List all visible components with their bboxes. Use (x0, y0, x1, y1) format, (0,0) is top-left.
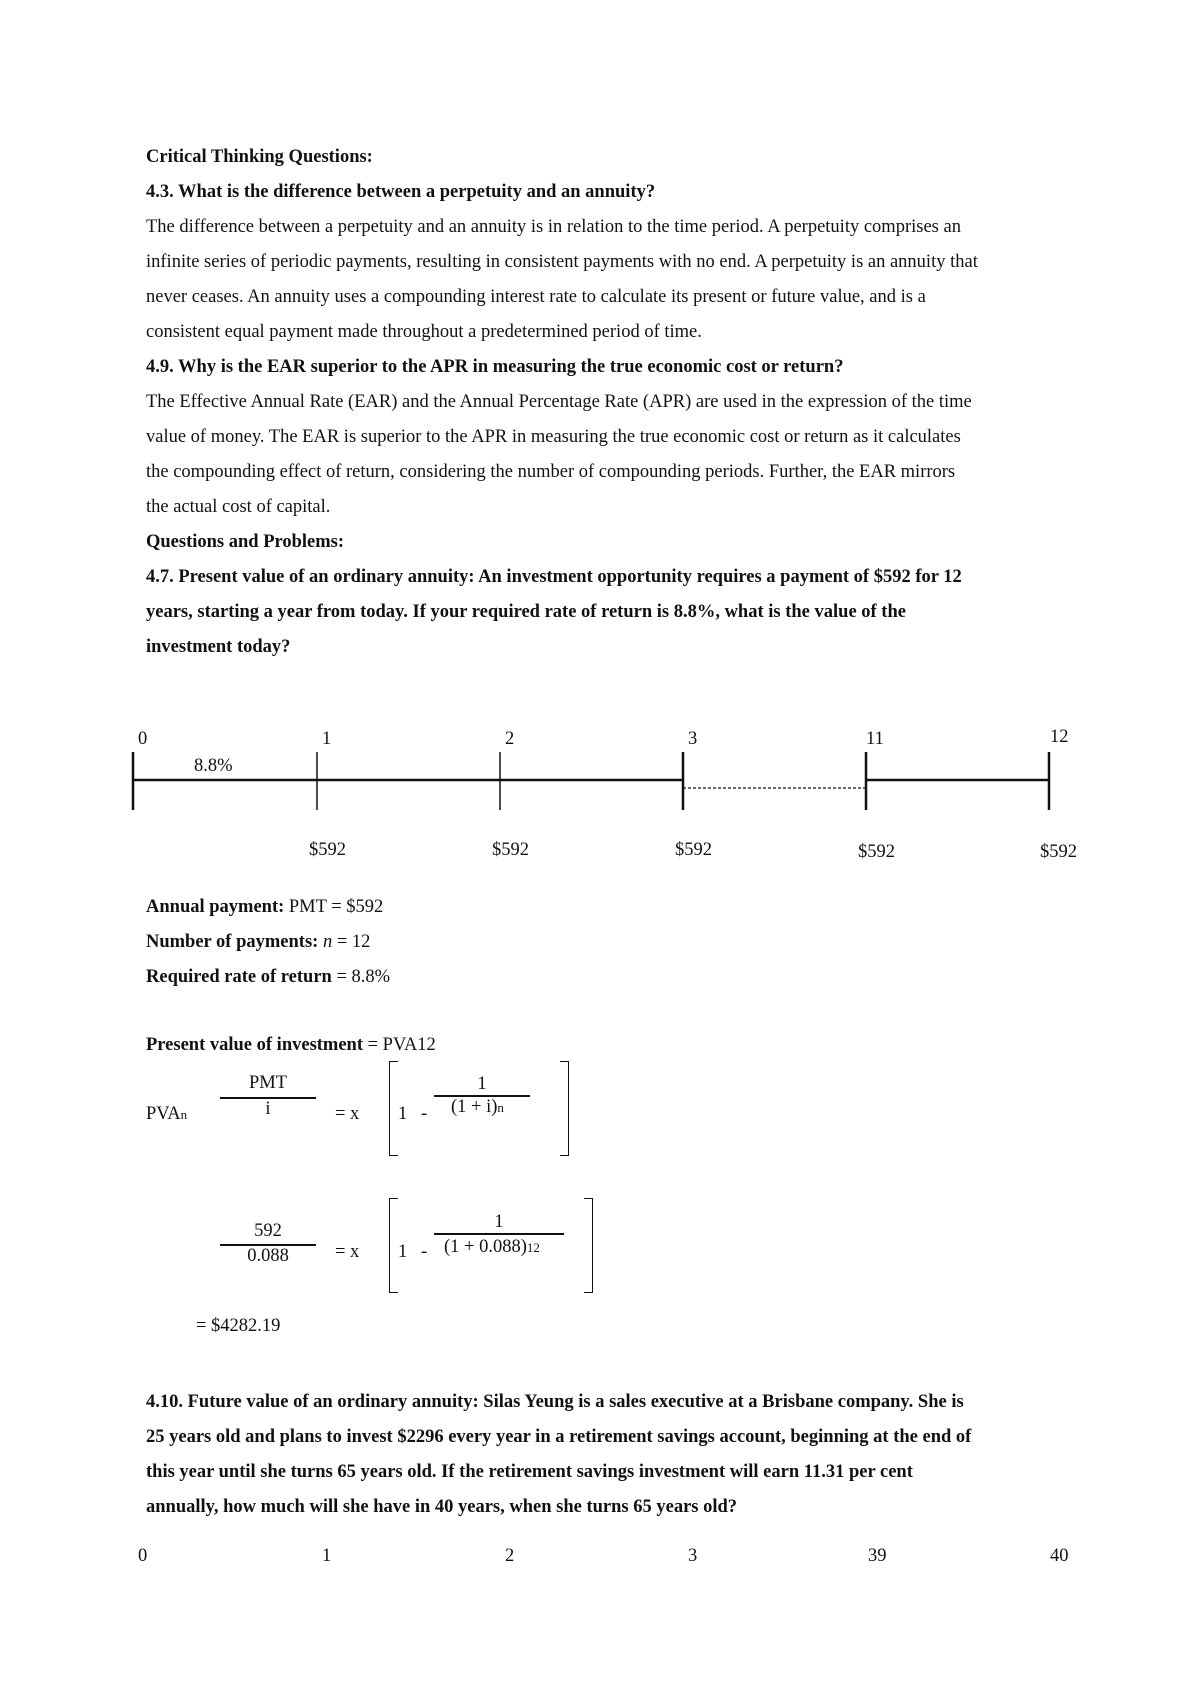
question-4-7-line: investment today? (146, 637, 291, 657)
timeline-rate: 8.8% (194, 756, 233, 776)
formula-minus: - (421, 1104, 428, 1124)
formula-inner-den-text: (1 + i) (451, 1097, 498, 1117)
num-payments-label: Number of payments: (146, 932, 319, 952)
rate-row (146, 967, 390, 987)
answer-4-3-line: infinite series of periodic payments, resulting in consistent payments with no end. A perpetuity is an annuity that (146, 252, 978, 272)
heading-critical-thinking: Critical Thinking Questions: (146, 147, 373, 167)
num-payments-row (146, 932, 370, 952)
timeline2-label: 39 (868, 1546, 887, 1566)
formula2-minus: - (421, 1242, 428, 1262)
result-value: = $4282.19 (196, 1316, 281, 1336)
bracket-right (560, 1061, 569, 1156)
answer-4-9-line: value of money. The EAR is superior to the APR in measuring the true economic cost or return as it calculates (146, 427, 961, 447)
num-payments-var: n (322, 932, 333, 952)
formula2-inner-numerator: 1 (494, 1212, 504, 1232)
timeline-payment: $592 (675, 840, 712, 860)
heading-questions-problems: Questions and Problems: (146, 532, 345, 552)
num-payments-value: = 12 (336, 932, 371, 952)
timeline-label: 3 (688, 729, 698, 749)
formula-inner-numerator: 1 (477, 1074, 487, 1094)
formula-numerator: PMT (248, 1073, 288, 1093)
timeline-payment: $592 (858, 842, 895, 862)
question-4-7-line: 4.7. Present value of an ordinary annuity: An investment opportunity requires a payment of $592 for 12 (146, 567, 962, 587)
formula-inner-exp: n (497, 1100, 504, 1115)
bracket-left (389, 1061, 398, 1156)
formula2-numerator: 592 (254, 1221, 282, 1241)
formula-equals: = x (335, 1104, 360, 1124)
formula2-denominator: 0.088 (247, 1246, 289, 1266)
rate-value: = 8.8% (336, 967, 391, 987)
formula-one: 1 (398, 1104, 408, 1124)
answer-4-9-line: the compounding effect of return, considering the number of compounding periods. Further, the EAR mirrors (146, 462, 956, 482)
timeline-label: 0 (138, 729, 148, 749)
formula2-one: 1 (398, 1242, 408, 1262)
bracket-left (389, 1198, 398, 1293)
formula-denominator: i (265, 1099, 271, 1119)
annual-payment-value: PMT = $592 (288, 897, 384, 917)
timeline-label: 12 (1050, 727, 1069, 747)
timeline-payment: $592 (309, 840, 346, 860)
timeline-label: 2 (505, 729, 515, 749)
pv-value: = PVA12 (367, 1035, 436, 1055)
rate-label: Required rate of return (146, 967, 332, 987)
bracket-right (584, 1198, 593, 1293)
formula2-inner-denominator (444, 1237, 540, 1258)
question-4-10-line: annually, how much will she have in 40 years, when she turns 65 years old? (146, 1497, 738, 1517)
question-4-9: 4.9. Why is the EAR superior to the APR in measuring the true economic cost or return? (146, 357, 844, 377)
formula-lhs (146, 1104, 187, 1125)
timeline2-label: 1 (322, 1546, 332, 1566)
annual-payment-label: Annual payment: (146, 897, 285, 917)
formula2-inner-den-text: (1 + 0.088) (444, 1237, 527, 1257)
annual-payment-row (146, 897, 383, 917)
timeline-payment: $592 (492, 840, 529, 860)
timeline-label: 11 (866, 729, 884, 749)
fraction-bar (434, 1233, 564, 1235)
timeline2-label: 40 (1050, 1546, 1069, 1566)
formula2-inner-exp: 12 (526, 1240, 540, 1255)
answer-4-9-line: the actual cost of capital. (146, 497, 331, 517)
question-4-10-line: 25 years old and plans to invest $2296 every year in a retirement savings account, beginning at the end of (146, 1427, 972, 1447)
timeline2-label: 2 (505, 1546, 515, 1566)
timeline2-label: 0 (138, 1546, 148, 1566)
answer-4-3-line: The difference between a perpetuity and an annuity is in relation to the time period. A perpetuity comprises an (146, 217, 961, 237)
timeline2-label: 3 (688, 1546, 698, 1566)
question-4-10-line: this year until she turns 65 years old. If the retirement savings investment will earn 11.31 per cent (146, 1462, 913, 1482)
timeline-label: 1 (322, 729, 332, 749)
question-4-7-line: years, starting a year from today. If your required rate of return is 8.8%, what is the value of the (146, 602, 906, 622)
question-4-10-line: 4.10. Future value of an ordinary annuity: Silas Yeung is a sales executive at a Brisbane company. She is (146, 1392, 964, 1412)
answer-4-3-line: never ceases. An annuity uses a compounding interest rate to calculate its present or future value, and is a (146, 287, 926, 307)
formula-inner-denominator (451, 1097, 504, 1118)
timeline-payment: $592 (1040, 842, 1077, 862)
answer-4-3-line: consistent equal payment made throughout a predetermined period of time. (146, 322, 702, 342)
pv-row (146, 1035, 436, 1055)
pv-label: Present value of investment (146, 1035, 363, 1055)
question-4-3: 4.3. What is the difference between a perpetuity and an annuity? (146, 182, 656, 202)
formula-lhs-sub: n (180, 1107, 188, 1122)
formula-lhs-text: PVA (146, 1104, 181, 1124)
answer-4-9-line: The Effective Annual Rate (EAR) and the Annual Percentage Rate (APR) are used in the expression of the time (146, 392, 972, 412)
formula2-equals: = x (335, 1242, 360, 1262)
